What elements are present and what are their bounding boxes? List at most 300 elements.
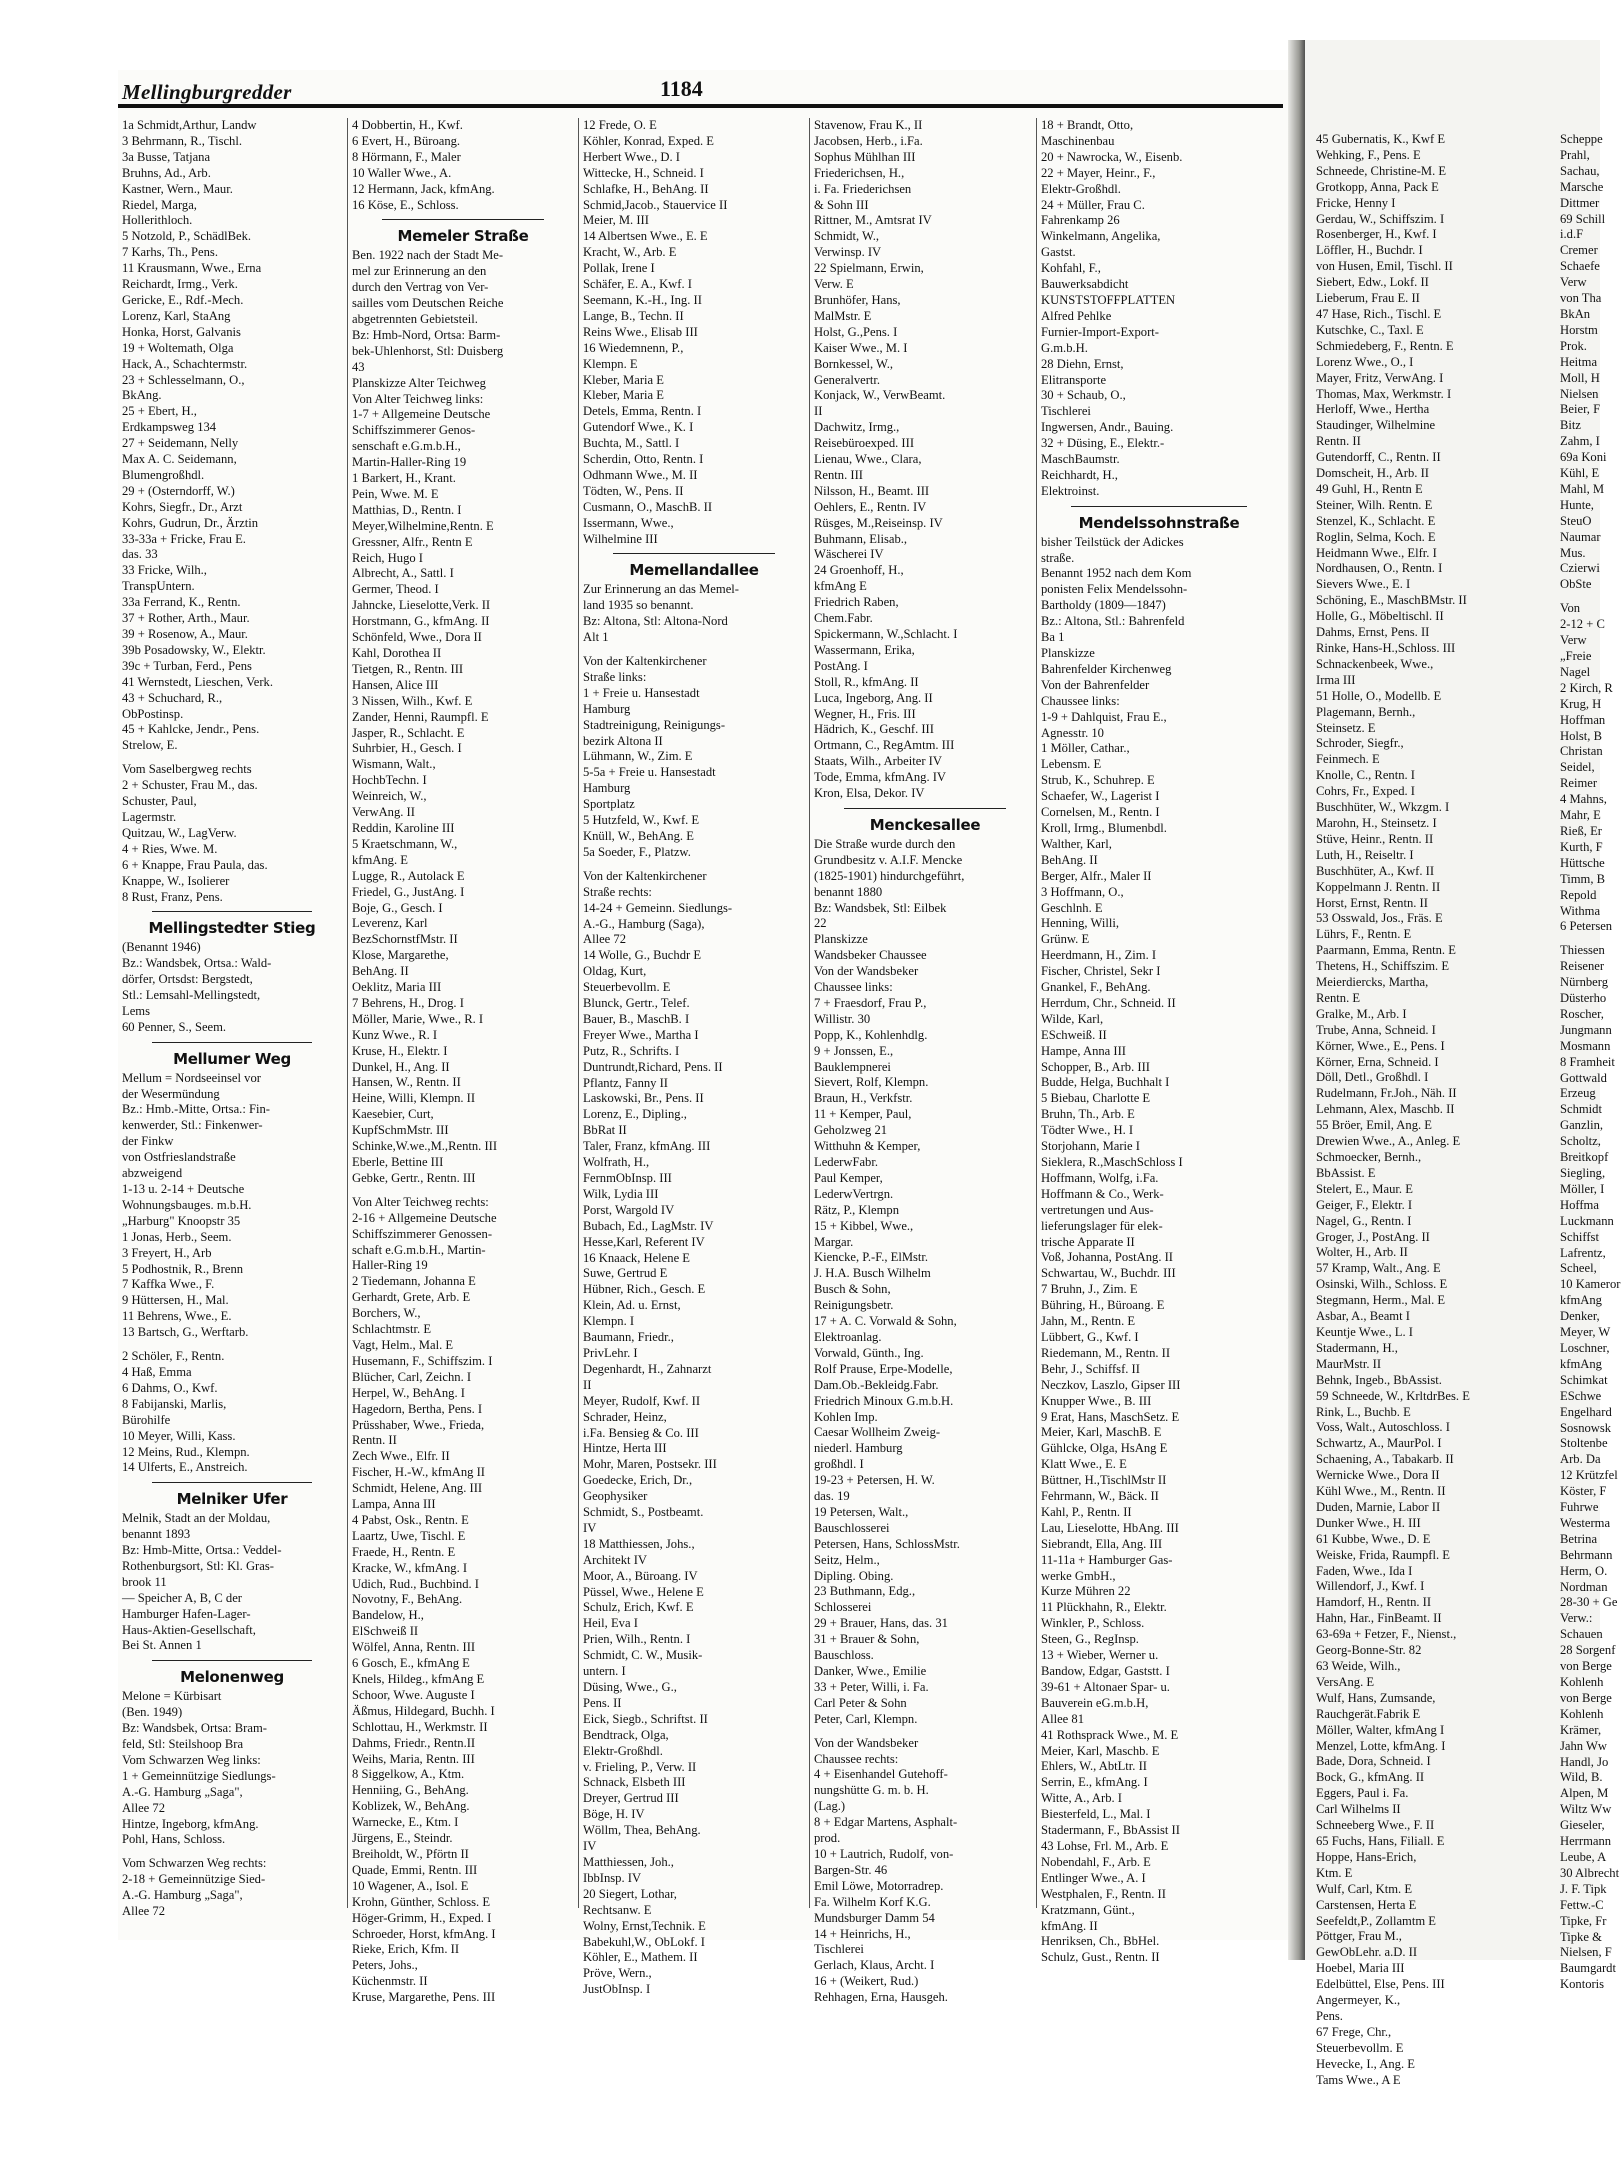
- directory-entry: Lühmann, W., Zim. E: [583, 749, 693, 764]
- directory-entry: 12 Krützfel: [1560, 1468, 1618, 1483]
- directory-entry: 8 Fabijanski, Marlis,: [122, 1396, 227, 1411]
- directory-entry: ElSchweiß II: [352, 1624, 419, 1639]
- directory-entry: 16 Köse, E., Schloss.: [352, 197, 459, 212]
- directory-entry: Lübbert, G., Kwf. I: [1041, 1329, 1139, 1344]
- directory-entry: Wulf, Hans, Zumsande,: [1316, 1690, 1436, 1705]
- paragraph-gap: [1560, 593, 1620, 601]
- directory-entry: Irma III: [1316, 672, 1356, 687]
- directory-entry: Cremer: [1560, 243, 1598, 258]
- directory-entry: Putz, R., Schrifts. I: [583, 1043, 680, 1058]
- directory-entry: Schiffst: [1560, 1229, 1599, 1244]
- directory-entry: Chaussee links:: [1041, 693, 1120, 708]
- directory-entry: Reisebüroexped. III: [814, 436, 915, 451]
- directory-entry: Dahms, Ernst, Pens. II: [1316, 625, 1430, 640]
- directory-entry: 24 Groenhoff, H.,: [814, 563, 904, 578]
- directory-entry: Kleber, Maria E: [583, 388, 664, 403]
- directory-entry: Rentn. II: [352, 1433, 397, 1448]
- directory-entry: Stl.: Lemsahl-Mellingstedt,: [122, 988, 261, 1003]
- directory-entry: Thiessen: [1560, 943, 1605, 958]
- directory-entry: Lebensm. E: [1041, 757, 1102, 772]
- directory-column-3: [583, 118, 805, 1998]
- directory-entry: „Freie: [1560, 649, 1592, 663]
- directory-entry: Hamburg: [583, 781, 631, 796]
- directory-entry: Jacobsen, Herb., i.Fa.: [814, 133, 923, 148]
- directory-entry: Pröve, Wern.,: [583, 1966, 652, 1981]
- directory-entry: Ortmann, C., RegAmtm. III: [814, 738, 955, 753]
- directory-entry: Pöttger, Frau M.,: [1316, 1929, 1402, 1944]
- directory-entry: Pein, Wwe. M. E: [352, 486, 439, 501]
- directory-entry: 12 Hermann, Jack, kfmAng.: [352, 181, 495, 196]
- directory-entry: Voss, Walt., Autoschloss. I: [1316, 1420, 1450, 1435]
- directory-entry: Rauchgerät.Fabrik E: [1316, 1706, 1421, 1721]
- column-divider: [809, 118, 810, 1908]
- directory-entry: Ingwersen, Andr., Bauing.: [1041, 420, 1174, 435]
- directory-entry: Gerhardt, Grete, Arb. E: [352, 1290, 471, 1305]
- directory-entry: Bauklempnerei: [814, 1059, 891, 1074]
- directory-entry: Arb. Da: [1560, 1452, 1601, 1467]
- directory-entry: Schulz, Erich, Kwf. E: [583, 1600, 694, 1615]
- directory-entry: Schöning, E., MaschBMstr. II: [1316, 593, 1467, 608]
- directory-entry: Breiholdt, W., Pförtn II: [352, 1846, 469, 1861]
- directory-entry: 19-23 + Petersen, H. W.: [814, 1473, 935, 1488]
- directory-entry: Wulf, Carl, Ktm. E: [1316, 1881, 1413, 1896]
- directory-entry: abgetrennten Gebietsteil.: [352, 311, 478, 326]
- directory-entry: Loschner,: [1560, 1340, 1610, 1355]
- directory-entry: Wöllm, Thea, BehAng.: [583, 1823, 701, 1838]
- directory-entry: Caesar Wollheim Zweig-: [814, 1425, 941, 1440]
- directory-entry: Siebrandt, Ella, Ang. III: [1041, 1536, 1163, 1551]
- directory-entry: untern. I: [583, 1664, 626, 1679]
- directory-entry: Carl Wilhelms II: [1316, 1802, 1401, 1817]
- directory-entry: Siebert, Edw., Lokf. II: [1316, 275, 1429, 290]
- directory-entry: Elitransporte: [1041, 372, 1107, 387]
- directory-entry: Weinreich, W.,: [352, 789, 427, 804]
- directory-entry: 8 + Edgar Martens, Asphalt-: [814, 1815, 958, 1830]
- directory-entry: Körner, Erna, Schneid. I: [1316, 1054, 1439, 1069]
- directory-entry: Braun, H., Verkfstr.: [814, 1091, 913, 1106]
- directory-entry: Wäscherei IV: [814, 547, 884, 562]
- directory-entry: Agnesstr. 10: [1041, 725, 1104, 740]
- directory-entry: Schimkat: [1560, 1372, 1608, 1387]
- directory-entry: Schaefe: [1560, 259, 1600, 274]
- directory-entry: Bei St. Annen 1: [122, 1638, 202, 1653]
- directory-entry: 11 Plückhahn, R., Elektr.: [1041, 1600, 1167, 1615]
- directory-entry: niederl. Hamburg: [814, 1441, 903, 1456]
- directory-entry: Rinke, Hans-H.,Schloss. III: [1316, 641, 1456, 655]
- street-heading: Memeler Straße: [397, 227, 529, 246]
- directory-entry: Gerdau, W., Schiffszim. I: [1316, 211, 1445, 226]
- directory-entry: Strub, K., Schuhrep. E: [1041, 773, 1155, 788]
- directory-entry: Herloff, Wwe., Hertha: [1316, 402, 1430, 417]
- directory-entry: der Finkw: [122, 1134, 174, 1149]
- street-heading: Mellumer Weg: [173, 1049, 291, 1068]
- directory-entry: Von der Kaltenkirchener: [583, 654, 707, 668]
- directory-entry: Freyer Wwe., Martha I: [583, 1027, 699, 1042]
- directory-entry: Kurth, F: [1560, 839, 1603, 854]
- directory-entry: Buschhüter, A., Kwf. II: [1316, 863, 1435, 878]
- directory-entry: Fischer, Christel, Sekr I: [1041, 964, 1161, 979]
- directory-entry: Hoffman: [1560, 712, 1606, 727]
- directory-entry: Nilsson, H., Beamt. III: [814, 483, 930, 498]
- directory-entry: Klatt Wwe., E. E: [1041, 1457, 1127, 1472]
- directory-entry: Bauschloss.: [814, 1648, 874, 1663]
- directory-entry: 67 Frege, Chr.,: [1316, 2024, 1392, 2039]
- directory-entry: Strelow, E.: [122, 738, 178, 753]
- directory-entry: Bz: Wandsbek, Ortsa: Bram-: [122, 1721, 267, 1736]
- directory-entry: Hoebel, Maria III: [1316, 1961, 1405, 1976]
- directory-entry: Herrdum, Chr., Schneid. II: [1041, 995, 1176, 1010]
- directory-entry: Elektroinst.: [1041, 483, 1100, 498]
- directory-entry: 6 Dahms, O., Kwf.: [122, 1380, 218, 1395]
- directory-entry: 8 Siggelkow, A., Ktm.: [352, 1767, 465, 1782]
- directory-entry: Dunker Wwe., H. III: [1316, 1515, 1421, 1530]
- directory-entry: Stüve, Heinr., Rentn. II: [1316, 831, 1434, 846]
- directory-entry: Staats, Wilh., Arbeiter IV: [814, 754, 942, 769]
- directory-entry: 7 Karhs, Th., Pens.: [122, 245, 218, 260]
- directory-entry: 20 Siegert, Lothar,: [583, 1886, 677, 1901]
- directory-entry: MalMstr. E: [814, 308, 872, 323]
- directory-entry: Bz: Altona, Stl: Altona-Nord: [583, 614, 728, 629]
- directory-entry: Elektr-Großhdl.: [583, 1743, 663, 1758]
- directory-entry: Paarmann, Emma, Rentn. E: [1316, 943, 1456, 958]
- directory-entry: Stoltenbe: [1560, 1436, 1608, 1451]
- directory-entry: Cusmann, O., MaschB. II: [583, 499, 713, 514]
- directory-entry: Gressner, Alfr., Rentn E: [352, 534, 473, 549]
- directory-entry: Heidmann Wwe., Elfr. I: [1316, 545, 1437, 560]
- directory-entry: Düsing, Wwe., G.,: [583, 1680, 677, 1694]
- directory-entry: Mosmann: [1560, 1038, 1611, 1053]
- directory-entry: Quitzau, W., LagVerw.: [122, 825, 237, 840]
- directory-entry: Baumann, Friedr.,: [583, 1330, 674, 1345]
- directory-entry: land 1935 so benannt.: [583, 598, 694, 613]
- directory-entry: Körner, Wwe., E., Pens. I: [1316, 1038, 1445, 1053]
- directory-entry: Zur Erinnerung an das Memel-: [583, 582, 739, 597]
- directory-entry: brook 11: [122, 1574, 167, 1589]
- directory-entry: Hagedorn, Bertha, Pens. I: [352, 1401, 483, 1416]
- directory-entry: Elektr-Großhdl.: [1041, 181, 1121, 196]
- directory-entry: Vom Schwarzen Weg links:: [122, 1752, 261, 1767]
- directory-entry: abzweigend: [122, 1166, 183, 1181]
- directory-entry: Döll, Detl., Großhdl. I: [1316, 1070, 1429, 1085]
- directory-entry: 2-16 + Allgemeine Deutsche: [352, 1210, 497, 1225]
- directory-entry: Naumar: [1560, 529, 1601, 544]
- directory-entry: Mayer, Fritz, VerwAng. I: [1316, 370, 1444, 385]
- directory-entry: 23 Buthmann, Edg.,: [814, 1584, 916, 1599]
- directory-entry: Klempn. E: [583, 356, 638, 371]
- directory-entry: Alfred Pehlke: [1041, 308, 1112, 323]
- directory-entry: Suhrbier, H., Gesch. I: [352, 741, 462, 756]
- directory-entry: 11 Krausmann, Wwe., Erna: [122, 261, 262, 276]
- directory-entry: von Berge: [1560, 1659, 1612, 1674]
- directory-entry: 41 Wernstedt, Lieschen, Verk.: [122, 674, 274, 689]
- directory-entry: straße.: [1041, 550, 1075, 565]
- directory-entry: Voß, Johanna, PostAng. II: [1041, 1250, 1173, 1265]
- directory-entry: Duntrundt,Richard, Pens. II: [583, 1059, 723, 1074]
- directory-entry: 69 Schill: [1560, 211, 1606, 226]
- column-divider: [1036, 118, 1037, 1908]
- directory-entry: Feinmech. E: [1316, 752, 1380, 767]
- directory-entry: Sievert, Rolf, Klempn.: [814, 1075, 929, 1090]
- directory-entry: Gericke, E., Rdf.-Mech.: [122, 292, 244, 307]
- directory-entry: Sportplatz: [583, 797, 635, 812]
- directory-entry: Eberle, Bettine III: [352, 1155, 444, 1169]
- directory-entry: Entlinger Wwe., A. I: [1041, 1870, 1146, 1885]
- directory-entry: 30 + Schaub, O.,: [1041, 388, 1126, 403]
- directory-entry: Duden, Marnie, Labor II: [1316, 1499, 1441, 1514]
- directory-entry: Bruhns, Ad., Arb.: [122, 165, 211, 180]
- directory-entry: 3 Behrmann, R., Tischl.: [122, 133, 243, 148]
- directory-entry: Äßmus, Hildegard, Buchh. I: [352, 1703, 495, 1718]
- directory-entry: 33a Ferrand, K., Rentn.: [122, 595, 241, 610]
- directory-entry: Schneede, Christine-M. E: [1316, 163, 1447, 178]
- section-rule: [152, 1660, 312, 1661]
- directory-entry: schaft e.G.m.b.H., Martin-: [352, 1242, 486, 1257]
- directory-entry: 39 + Rosenow, A., Maur.: [122, 627, 248, 641]
- directory-entry: Rentn. E: [1316, 990, 1361, 1005]
- directory-entry: Konjack, W., VerwBeamt.: [814, 388, 946, 403]
- directory-entry: Gnankel, F., BehAng.: [1041, 980, 1151, 995]
- directory-entry: Bauwerksabdicht: [1041, 277, 1129, 292]
- directory-entry: Wiltz Ww: [1560, 1802, 1612, 1817]
- right-page-edge-column: [1560, 132, 1620, 1993]
- directory-entry: Albrecht, A., Sattl. I: [352, 566, 454, 581]
- directory-entry: Groger, J., PostAng. II: [1316, 1229, 1430, 1244]
- directory-entry: 6 Petersen: [1560, 919, 1613, 934]
- directory-entry: TranspUntern.: [122, 579, 195, 594]
- directory-entry: Seitz, Helm.,: [814, 1552, 880, 1567]
- directory-entry: Domscheit, H., Arb. II: [1316, 466, 1429, 481]
- directory-entry: Möller, Walter, kfmAng I: [1316, 1722, 1445, 1737]
- directory-entry: 1a Schmidt,Arthur, Landw: [122, 118, 257, 132]
- directory-entry: Angermeyer, K.,: [1316, 1993, 1401, 2008]
- directory-entry: Schmoecker, Bernh.,: [1316, 1150, 1422, 1164]
- directory-entry: Boje, G., Gesch. I: [352, 900, 443, 915]
- directory-entry: Roscher,: [1560, 1006, 1604, 1021]
- directory-entry: Scheel,: [1560, 1261, 1597, 1276]
- directory-entry: i. Fa. Friederichsen: [814, 181, 912, 196]
- directory-entry: Bendtrack, Olga,: [583, 1727, 669, 1742]
- directory-entry: Repold: [1560, 887, 1597, 902]
- directory-entry: lieferungslager für elek-: [1041, 1218, 1163, 1233]
- directory-entry: Bornkessel, W.,: [814, 356, 894, 371]
- directory-entry: SteuO: [1560, 513, 1592, 528]
- directory-entry: Bandow, Edgar, Gaststt. I: [1041, 1664, 1170, 1678]
- directory-entry: Vagt, Helm., Mal. E: [352, 1337, 454, 1352]
- directory-entry: vertretungen und Aus-: [1041, 1202, 1154, 1217]
- directory-entry: Küchenmstr. II: [352, 1974, 428, 1989]
- paragraph-gap: [1560, 935, 1620, 943]
- directory-entry: Erdkampsweg 134: [122, 420, 217, 435]
- directory-entry: 14-24 + Gemeinn. Siedlungs-: [583, 900, 733, 915]
- directory-entry: 14 Ulferts, E., Anstreich.: [122, 1460, 248, 1475]
- directory-entry: Rosenberger, H., Kwf. I: [1316, 227, 1437, 242]
- directory-entry: Degenhardt, H., Zahnarzt: [583, 1361, 712, 1376]
- directory-entry: das. 19: [814, 1489, 850, 1504]
- directory-entry: Chaussee rechts:: [814, 1751, 899, 1766]
- directory-entry: Quade, Emmi, Rentn. III: [352, 1862, 478, 1877]
- directory-entry: Husemann, F., Schiffszim. I: [352, 1353, 493, 1368]
- directory-entry: Staudinger, Wilhelmine: [1316, 418, 1436, 433]
- directory-entry: Heerdmann, H., Zim. I: [1041, 948, 1157, 963]
- directory-entry: 2 Kirch, R: [1560, 680, 1613, 695]
- directory-entry: Steuerbevollm. E: [583, 980, 671, 995]
- directory-entry: II: [814, 404, 823, 419]
- directory-entry: Buchta, M., Sattl. I: [583, 436, 680, 451]
- directory-entry: bezirk Altona II: [583, 733, 663, 748]
- directory-entry: Von der Wandsbeker: [814, 1735, 919, 1750]
- directory-entry: Von der Wandsbeker: [814, 964, 919, 979]
- directory-entry: 8 Hörmann, F., Maler: [352, 149, 461, 164]
- directory-entry: Lührs, F., Rentn. E: [1316, 927, 1412, 942]
- directory-entry: Gastst.: [1041, 245, 1076, 260]
- directory-entry: 22 Spielmann, Erwin,: [814, 261, 924, 276]
- directory-entry: Kruse, Margarethe, Pens. III: [352, 1990, 496, 2005]
- directory-entry: 53 Osswald, Jos., Fräs. E: [1316, 911, 1443, 926]
- directory-entry: Moor, A., Büroang. IV: [583, 1568, 698, 1583]
- directory-entry: 33-33a + Fricke, Frau E.: [122, 531, 246, 546]
- paragraph-gap: [122, 754, 342, 762]
- directory-entry: BkAn: [1560, 306, 1591, 321]
- directory-entry: 28 Diehn, Ernst,: [1041, 356, 1124, 371]
- directory-entry: Borchers, W.,: [352, 1306, 421, 1321]
- directory-entry: Tischlerei: [1041, 404, 1091, 419]
- directory-entry: Hesse,Karl, Referent IV: [583, 1234, 705, 1249]
- directory-entry: ESchweiß. II: [1041, 1027, 1107, 1042]
- directory-entry: Holst, G.,Pens. I: [814, 324, 898, 339]
- directory-entry: trische Apparate II: [1041, 1234, 1135, 1249]
- directory-entry: 41 Rothsprack Wwe., M. E: [1041, 1727, 1179, 1742]
- directory-entry: PrivLehr. I: [583, 1345, 638, 1360]
- section-rule: [1071, 506, 1247, 507]
- directory-entry: Rolf Prause, Erpe-Modelle,: [814, 1361, 953, 1376]
- directory-entry: Rehhagen, Erna, Hausgeh.: [814, 1990, 948, 2005]
- directory-entry: J. F. Tipk: [1560, 1881, 1607, 1896]
- directory-entry: 5 Podhostnik, R., Brenn: [122, 1261, 244, 1276]
- directory-entry: 1-9 + Dahlquist, Frau E.,: [1041, 709, 1167, 724]
- directory-entry: Nielsen, F: [1560, 1945, 1612, 1960]
- directory-entry: Verwinsp. IV: [814, 245, 882, 260]
- directory-entry: Schopper, B., Arb. III: [1041, 1059, 1150, 1074]
- section-rule: [152, 911, 312, 912]
- directory-entry: Bauer, B., MaschB. I: [583, 1011, 690, 1026]
- directory-entry: Allee 72: [122, 1904, 166, 1919]
- directory-entry: Vom Schwarzen Weg rechts:: [122, 1856, 267, 1871]
- directory-entry: Schroder, Siegfr.,: [1316, 736, 1404, 751]
- directory-entry: Taler, Franz, kfmAng. III: [583, 1139, 711, 1154]
- directory-entry: 9 Erat, Hans, MaschSetz. E: [1041, 1409, 1180, 1424]
- directory-entry: Emil Löwe, Motorradrep.: [814, 1878, 944, 1893]
- directory-entry: Wassermann, Erika,: [814, 642, 915, 657]
- directory-entry: Lau, Lieselotte, HbAng. III: [1041, 1520, 1179, 1535]
- directory-entry: 33 + Peter, Willi, i. Fa.: [814, 1679, 929, 1694]
- directory-entry: BbRat II: [583, 1123, 627, 1138]
- directory-entry: Kohlenh: [1560, 1706, 1604, 1721]
- directory-entry: A.-G., Hamburg (Saga),: [583, 916, 705, 931]
- directory-entry: 12 Frede, O. E: [583, 118, 657, 132]
- directory-entry: Allee 72: [122, 1800, 166, 1815]
- directory-entry: Fa. Wilhelm Korf K.G.: [814, 1894, 931, 1909]
- directory-entry: Riedel, Marga,: [122, 197, 197, 212]
- directory-entry: Lange, B., Techn. II: [583, 308, 684, 323]
- directory-entry: Kiencke, P.-F., ElMstr.: [814, 1250, 929, 1265]
- directory-entry: Holst, B: [1560, 728, 1602, 743]
- directory-entry: Behnk, Ingeb., BbAssist.: [1316, 1372, 1442, 1387]
- directory-column-1: [122, 118, 342, 1920]
- directory-entry: KUNSTSTOFFPLATTEN: [1041, 292, 1176, 307]
- directory-entry: 7 Bruhn, J., Zim. E: [1041, 1282, 1138, 1297]
- directory-entry: v. Frieling, P., Verw. II: [583, 1759, 697, 1774]
- directory-entry: kfmAng. E: [352, 852, 408, 867]
- directory-entry: feld, Stl: Steilshoop Bra: [122, 1737, 244, 1751]
- directory-entry: 11-11a + Hamburger Gas-: [1041, 1552, 1173, 1567]
- directory-entry: Schroeder, Horst, kfmAng. I: [352, 1926, 496, 1941]
- directory-entry: Chaussee links:: [814, 980, 893, 995]
- directory-entry: Drewien Wwe., A., Anleg. E: [1316, 1134, 1461, 1149]
- directory-entry: 3a Busse, Tatjana: [122, 149, 211, 164]
- directory-entry: Hack, A., Schachtermstr.: [122, 356, 248, 371]
- directory-entry: Winkelmann, Angelika,: [1041, 229, 1161, 244]
- directory-entry: VersAng. E: [1316, 1674, 1375, 1689]
- directory-entry: Oldag, Kurt,: [583, 964, 647, 979]
- directory-entry: 39-61 + Altonaer Spar- u.: [1041, 1679, 1170, 1694]
- directory-entry: Sievers Wwe., E. I: [1316, 577, 1411, 592]
- section-rule: [152, 1482, 312, 1483]
- directory-entry: 25 + Ebert, H.,: [122, 404, 197, 419]
- directory-entry: 4 Mahns,: [1560, 792, 1607, 807]
- directory-entry: Steuerbevollm. E: [1316, 2040, 1404, 2055]
- directory-entry: Hübner, Rich., Gesch. E: [583, 1282, 706, 1297]
- directory-entry: Handl, Jo: [1560, 1754, 1609, 1769]
- directory-entry: 10 Kameror: [1560, 1277, 1621, 1292]
- directory-entry: Rink, L., Buchb. E: [1316, 1404, 1411, 1419]
- street-heading: Menckesallee: [869, 815, 981, 834]
- directory-entry: Scheppe: [1560, 132, 1603, 146]
- directory-entry: Mahl, M: [1560, 481, 1605, 496]
- directory-entry: Mellum = Nordseeinsel vor: [122, 1070, 261, 1085]
- directory-entry: benannt 1880: [814, 884, 883, 899]
- directory-entry: Marohn, H., Steinsetz. I: [1316, 815, 1437, 830]
- section-rule: [152, 1042, 312, 1043]
- paragraph-gap: [352, 1187, 574, 1195]
- directory-entry: Carl Peter & Sohn: [814, 1695, 907, 1710]
- directory-entry: 45 Gubernatis, K., Kwf E: [1316, 132, 1446, 146]
- directory-entry: Ba 1: [1041, 630, 1065, 645]
- directory-entry: 57 Kramp, Walt., Ang. E: [1316, 1261, 1441, 1276]
- directory-entry: Laartz, Uwe, Tischl. E: [352, 1528, 466, 1543]
- directory-entry: Reichhardt, H.,: [1041, 467, 1118, 482]
- directory-entry: Gühlcke, Olga, HsAng E: [1041, 1441, 1168, 1456]
- directory-entry: 14 Albertsen Wwe., E. E: [583, 229, 708, 244]
- directory-entry: Hollerithloch.: [122, 213, 193, 228]
- directory-entry: Leube, A: [1560, 1849, 1607, 1864]
- directory-entry: Melone = Kürbisart: [122, 1689, 222, 1704]
- directory-entry: Wolter, H., Arb. II: [1316, 1245, 1408, 1260]
- directory-entry: Gottwald: [1560, 1070, 1607, 1085]
- paragraph-gap: [583, 861, 805, 869]
- directory-entry: MaurMstr. II: [1316, 1356, 1382, 1371]
- directory-entry: Bitz: [1560, 418, 1581, 433]
- directory-entry: Schnack, Elsbeth III: [583, 1775, 686, 1790]
- directory-entry: 20 + Nawrocka, W., Eisenb.: [1041, 149, 1183, 164]
- column-divider: [347, 118, 348, 1908]
- directory-entry: 63-69a + Fetzer, F., Nienst.,: [1316, 1627, 1457, 1642]
- directory-entry: Die Straße wurde durch den: [814, 836, 956, 851]
- directory-column-5: [1041, 118, 1277, 1966]
- directory-entry: Breitkopf: [1560, 1150, 1609, 1165]
- directory-entry: Hunte,: [1560, 497, 1594, 512]
- directory-entry: Lorenz, E., Dipling.,: [583, 1107, 687, 1122]
- directory-entry: Stelert, E., Maur. E: [1316, 1181, 1413, 1196]
